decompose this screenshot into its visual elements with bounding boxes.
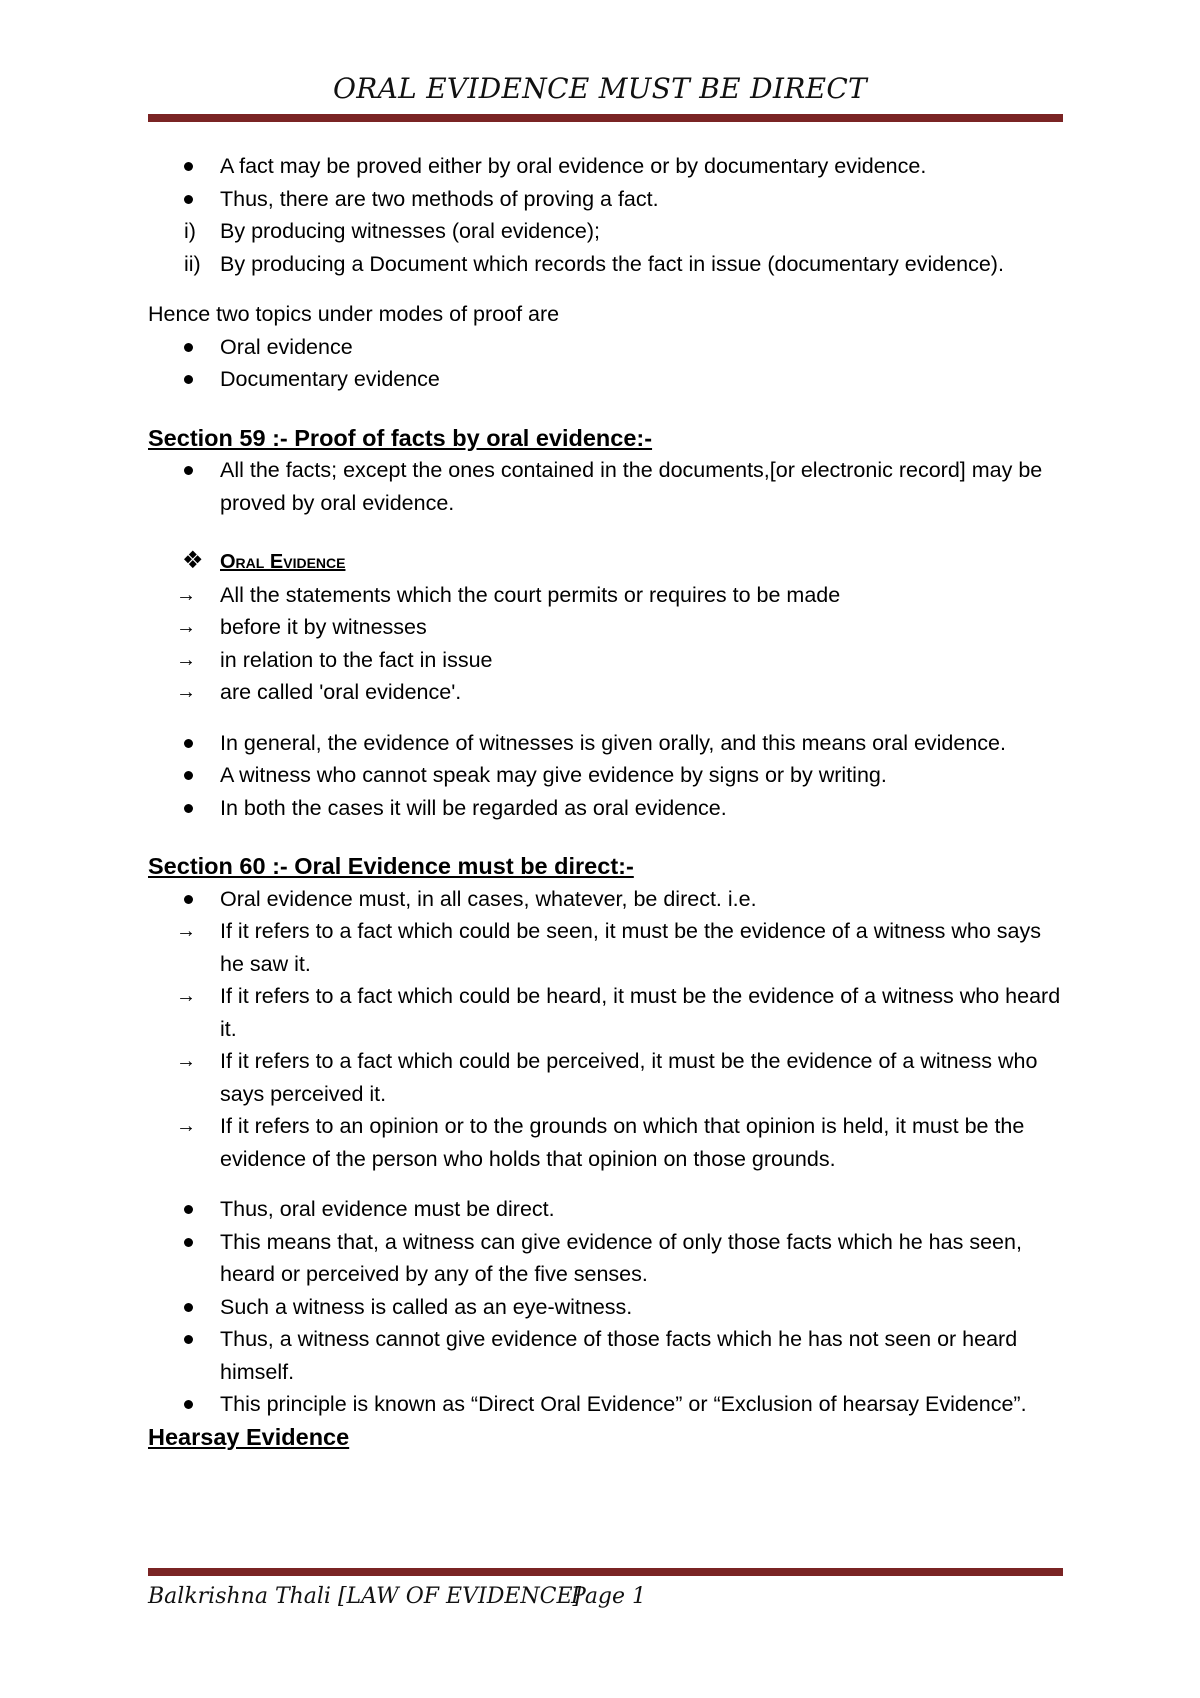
list-item bbox=[148, 727, 1068, 760]
arrow-item bbox=[148, 1045, 1068, 1110]
section-59-heading: Section 59 :- Proof of facts by oral evidence:- bbox=[148, 424, 653, 451]
list-item bbox=[148, 1323, 1068, 1388]
list-item-text: In both the cases it will be regarded as oral evidence. bbox=[220, 795, 727, 820]
list-item bbox=[148, 454, 1068, 519]
footer-author: Balkrishna Thali [LAW OF EVIDENCE] bbox=[148, 1584, 582, 1609]
right-arrow-icon: → bbox=[176, 616, 196, 638]
list-item bbox=[148, 363, 1068, 396]
list-item-text: All the statements which the court permits or requires to be made bbox=[220, 582, 841, 607]
page-header-title: ORAL EVIDENCE MUST BE DIRECT bbox=[332, 72, 868, 105]
list-item-text: This means that, a witness can give evidence of only those facts which he has seen, heard or perceived by any of the five senses. bbox=[220, 1229, 1022, 1286]
arrow-item bbox=[148, 579, 1068, 612]
list-item bbox=[148, 331, 1068, 364]
oral-evidence-subheading-row bbox=[148, 545, 1068, 579]
oral-evidence-subheading: Oral Evidence bbox=[220, 551, 346, 573]
diamond-bullet-icon: ❖ bbox=[182, 547, 204, 574]
footer-rule bbox=[148, 1568, 1063, 1576]
arrow-item bbox=[148, 915, 1068, 980]
list-item-text: In general, the evidence of witnesses is given orally, and this means oral evidence. bbox=[220, 730, 1006, 755]
list-item-text: Oral evidence bbox=[220, 334, 353, 359]
list-item bbox=[148, 792, 1068, 825]
list-item-text: If it refers to an opinion or to the grounds on which that opinion is held, it must be the evidence of the person who holds that opinion on those grounds. bbox=[220, 1114, 1025, 1171]
list-item-text: Such a witness is called as an eye-witness. bbox=[220, 1294, 633, 1319]
list-item bbox=[148, 759, 1068, 792]
right-arrow-icon: → bbox=[176, 681, 196, 703]
list-item-text: If it refers to a fact which could be seen, it must be the evidence of a witness who says he saw it. bbox=[220, 919, 1041, 976]
page-content bbox=[148, 150, 1068, 1453]
arrow-item bbox=[148, 676, 1068, 709]
list-item-text: This principle is known as “Direct Oral Evidence” or “Exclusion of hearsay Evidence”. bbox=[220, 1392, 1027, 1416]
list-item-text: If it refers to a fact which could be heard, it must be the evidence of a witness who heard it. bbox=[220, 984, 1061, 1041]
numbered-item bbox=[148, 215, 1068, 248]
list-item-text: Thus, there are two methods of proving a fact. bbox=[220, 186, 659, 211]
right-arrow-icon: → bbox=[176, 920, 196, 942]
list-item bbox=[148, 183, 1068, 216]
hearsay-heading: Hearsay Evidence bbox=[148, 1423, 350, 1450]
list-item bbox=[148, 1226, 1068, 1291]
page-number: Page 1 bbox=[571, 1584, 647, 1609]
list-item bbox=[148, 1388, 1068, 1421]
list-number: i) bbox=[184, 219, 196, 243]
list-item-text: Thus, a witness cannot give evidence of those facts which he has not seen or heard himself. bbox=[220, 1327, 1018, 1384]
right-arrow-icon: → bbox=[176, 583, 196, 606]
list-item-text: in relation to the fact in issue bbox=[220, 647, 493, 672]
list-number: ii) bbox=[184, 251, 201, 276]
arrow-item bbox=[148, 980, 1068, 1045]
list-item bbox=[148, 1193, 1068, 1226]
right-arrow-icon: → bbox=[176, 648, 196, 671]
list-item bbox=[148, 150, 1068, 183]
list-item-text: By producing a Document which records the fact in issue (documentary evidence). bbox=[220, 251, 1004, 276]
list-item-text: Oral evidence must, in all cases, whatever, be direct. i.e. bbox=[220, 886, 757, 911]
list-item-text: are called 'oral evidence'. bbox=[220, 680, 462, 704]
arrow-item bbox=[148, 611, 1068, 644]
numbered-item bbox=[148, 248, 1068, 281]
list-item-text: Thus, oral evidence must be direct. bbox=[220, 1197, 555, 1221]
list-item-text: Documentary evidence bbox=[220, 367, 440, 391]
topics-lead: Hence two topics under modes of proof are bbox=[148, 302, 560, 326]
arrow-item bbox=[148, 1110, 1068, 1175]
arrow-item bbox=[148, 644, 1068, 677]
list-item-text: All the facts; except the ones contained in the documents,[or electronic record] may be proved by oral evidence. bbox=[220, 458, 1043, 515]
header-rule bbox=[148, 114, 1063, 122]
right-arrow-icon: → bbox=[176, 1115, 196, 1137]
section-60-heading: Section 60 :- Oral Evidence must be direct:- bbox=[148, 853, 634, 879]
list-item bbox=[148, 883, 1068, 916]
list-item-text: A fact may be proved either by oral evidence or by documentary evidence. bbox=[220, 154, 927, 178]
page-footer bbox=[148, 1584, 647, 1609]
right-arrow-icon: → bbox=[176, 985, 196, 1007]
list-item-text: A witness who cannot speak may give evidence by signs or by writing. bbox=[220, 763, 887, 787]
list-item-text: before it by witnesses bbox=[220, 615, 427, 639]
list-item bbox=[148, 1291, 1068, 1324]
list-item-text: If it refers to a fact which could be perceived, it must be the evidence of a witness who says perceived it. bbox=[220, 1049, 1038, 1106]
list-item-text: By producing witnesses (oral evidence); bbox=[220, 219, 601, 243]
right-arrow-icon: → bbox=[176, 1050, 196, 1072]
